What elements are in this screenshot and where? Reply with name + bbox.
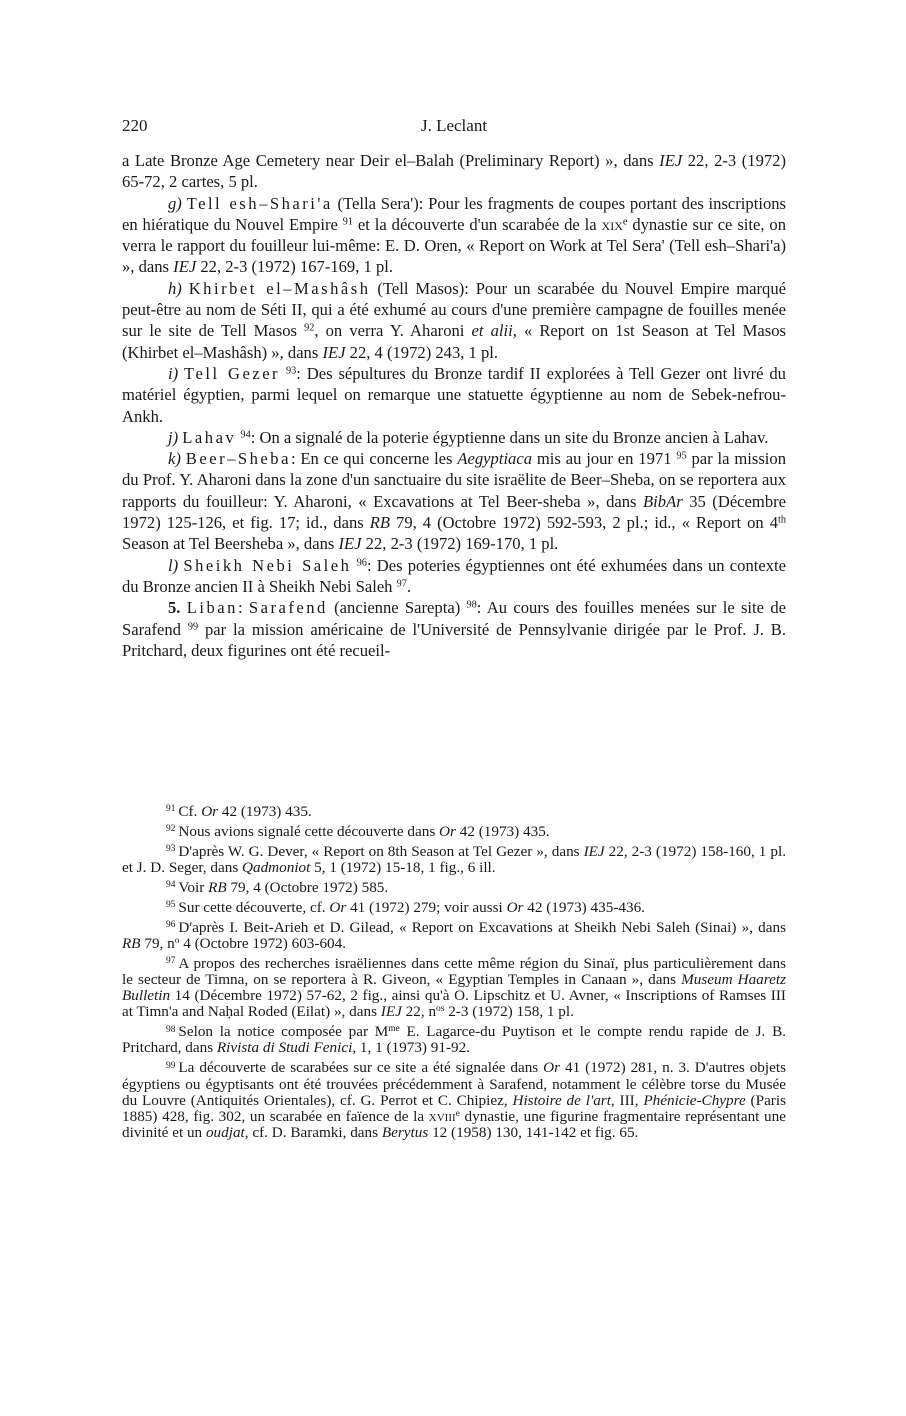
footnote-ref: 97	[396, 578, 407, 590]
footnote-ref: 96	[356, 556, 367, 568]
paragraph-l-sheikh-nebi-saleh: l) Sheikh Nebi Saleh $^{96}$: Des poteries égyptiennes ont été exhumées dans un contexte du Bronze ancien II à Sheikh Nebi Saleh $^{97}$.	[122, 555, 786, 596]
journal-abbrev: IEJ	[338, 534, 362, 554]
paragraph-continued: a Late Bronze Age Cemetery near Deir el–Balah (Preliminary Report) », dans IEJ 22, 2-3 (1972) 65-72, 2 cartes, 5 pl.	[122, 151, 786, 192]
footnote-91: $^{91}$ Cf. Or 42 (1973) 435.	[166, 803, 312, 820]
footnote-ref: 91	[342, 216, 354, 228]
country-name: Liban	[186, 598, 238, 618]
running-title: J. Leclant	[420, 116, 488, 135]
journal-abbrev: IEJ	[659, 151, 683, 170]
footnote-ref: 92	[304, 322, 315, 334]
paragraph-g-tell-esh-sharia: g) Tell esh–Shari'a (Tella Sera'): Pour les fragments de coupes portant des inscriptions en hiératique du Nouvel Empire $^{91}$ et la découverte d'un scarabée de la xix$^e$ dynastie sur ce site, on verra le rapport du fouilleur lui-même: E. D. Oren, « Report on Work at Tel Sera' (Tell esh–Shari'a) », dans IEJ 22, 2-3 (1972) 167-169, 1 pl.	[122, 193, 786, 277]
paragraph-h-khirbet-el-mashash: h) Khirbet el–Mashâsh (Tell Masos): Pour un scarabée du Nouvel Empire marqué peut-être au nom de Séti II, qui a été exhumé au cours d'une première campagne de fouilles menée sur le site de Tell Masos $^{92}$, on verra Y. Aharoni et alii, « Report on 1st Season at Tel Masos (Khirbet el–Mashâsh) », dans IEJ 22, 4 (1972) 243, 1 pl.	[122, 278, 786, 362]
footnotes	[122, 804, 786, 1145]
site-name: Sheikh Nebi Saleh	[183, 555, 352, 575]
item-letter: h)	[168, 278, 182, 298]
body-text	[122, 150, 786, 661]
journal-abbrev: IEJ	[322, 342, 346, 362]
section-number: 5.	[168, 598, 181, 618]
item-letter: g)	[168, 193, 182, 213]
footnote-92: $^{92}$ Nous avions signalé cette découverte dans Or 42 (1973) 435.	[166, 822, 550, 840]
journal-abbrev: BibAr	[643, 491, 683, 511]
footnote-97: $^{97}$ A propos des recherches israëliennes dans cette même région du Sinaï, plus particulièrement dans le secteur de Timna, on se reportera à R. Giveon, « Egyptian Temples in Canaan », dans Museum Haaretz Bulletin 14 (Décembre 1972) 57-62, 2 fig., ainsi qu'à O. Lipschitz et U. Avner, « Inscriptions of Ramses III at Timn'a and Naḥal Roded (Eilat) », dans IEJ 22, $n^{os}$ 2-3 (1972) 158, 1 pl.	[122, 955, 786, 1021]
footnote-95: $^{95}$ Sur cette découverte, cf. Or 41 (1972) 279; voir aussi Or 42 (1973) 435-436.	[166, 899, 645, 917]
footnote-93: $^{93}$ D'après W. G. Dever, « Report on 8th Season at Tel Gezer », dans IEJ 22, 2-3 (1972) 158-160, 1 pl. et J. D. Seger, dans Qadmoniot 5, 1 (1972) 15-18, 1 fig., 6 ill.	[122, 842, 787, 877]
footnote-ref: 99	[187, 620, 199, 632]
footnote-ref: 95	[676, 450, 687, 462]
site-name: Lahav	[182, 427, 237, 447]
journal-abbrev: IEJ	[173, 257, 197, 277]
item-letter: l)	[168, 555, 179, 575]
footnote-ref: 98	[466, 599, 477, 611]
footnote-98: $^{98}$ Selon la notice composée par $M^{me}$ E. Lagarce-du Puytison et le compte rendu rapide de J. B. Pritchard, dans Rivista di Studi Fenici, 1, 1 (1973) 91-92.	[122, 1023, 786, 1057]
site-name: Khirbet el–Mashâsh	[188, 278, 371, 298]
paragraph-k-beer-sheba: k) Beer–Sheba: En ce qui concerne les Aegyptiaca mis au jour en 1971 $^{95}$ par la mission du Prof. Y. Aharoni dans la zone d'un sanctuaire du site israëlite de Beer–Sheba, on se reportera aux rapports du fouilleur: Y. Aharoni, « Excavations at Tel Beer-sheba », dans BibAr 35 (Décembre 1972) 125-126, et fig. 17; id., dans RB 79, 4 (Octobre 1972) 592-593, 2 pl.; id., « Report on 4th Season at Tel Beersheba », dans IEJ 22, 2-3 (1972) 169-170, 1 pl.	[122, 449, 787, 554]
paragraph-i-tell-gezer: i) Tell Gezer $^{93}$: Des sépultures du Bronze tardif II explorées à Tell Gezer ont livré du matériel égyptien, parmi lequel on remarque une statuette égyptienne au nom de Sebek-nefrou-Ankh.	[122, 363, 786, 426]
footnote-94: $^{94}$ Voir RB 79, 4 (Octobre 1972) 585.	[166, 879, 389, 897]
item-letter: i)	[168, 363, 179, 383]
footnote-99: $^{99}$ La découverte de scarabées sur ce site a été signalée dans Or 41 (1972) 281, n. 3. D'autres objets égyptiens ou égyptisants ont été trouvées précédemment à Sarafend, notamment le célèbre torse du Musée du Louvre (Antiquités Orientales), cf. G. Perrot et C. Chipiez, Histoire de l'art, III, Phénicie-Chypre (Paris 1885) 428, fig. 302, un scarabée en faïence de la xviii$^e$ dynastie, une figurine fragmentaire représentant une divinité et un oudjat, cf. D. Baramki, dans Berytus 12 (1958) 130, 141-142 et fig. 65.	[122, 1059, 786, 1141]
site-name: Tell esh–Shari'a	[186, 193, 333, 213]
footnote-96: $^{96}$ D'après I. Beit-Arieh et D. Gilead, « Report on Excavations at Sheikh Nebi Saleh (Sinai) », dans RB 79, $n^o$ 4 (Octobre 1972) 603-604.	[122, 919, 786, 953]
footnote-ref: 93	[285, 365, 297, 377]
page-number: 220	[122, 116, 148, 135]
footnote-ref: 94	[240, 429, 251, 441]
journal-abbrev: RB	[369, 513, 391, 533]
item-letter: k)	[168, 449, 181, 469]
running-header	[122, 116, 786, 140]
site-name: Tell Gezer	[184, 363, 281, 383]
paragraph-j-lahav: j) Lahav $^{94}$: On a signalé de la poterie égyptienne dans un site du Bronze ancien à Lahav.	[168, 427, 769, 447]
item-letter: j)	[168, 427, 179, 447]
site-name: Sarafend	[248, 598, 328, 618]
paragraph-5-liban: 5. Liban: Sarafend (ancienne Sarepta) $^{98}$: Au cours des fouilles menées sur le site de Sarafend $^{99}$ par la mission américaine de l'Université de Pennsylvanie dirigée par le Prof. J. B. Pritchard, deux figurines ont été recueil-	[122, 598, 786, 660]
site-name: Beer–Sheba	[185, 449, 291, 469]
